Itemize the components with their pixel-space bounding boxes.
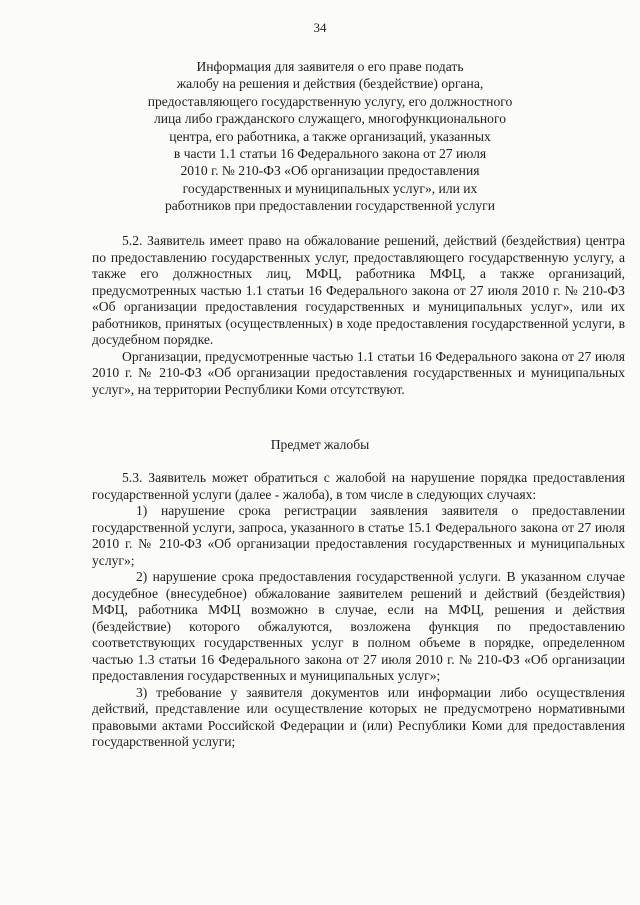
list-item-3: 3) требование у заявителя документов или информации либо осуществления действий, представление или осуществление которых не предусмотрено нормативными правовыми актами Российской Федерации и (или) Республики Коми для предоставления государственной услуги; bbox=[92, 684, 625, 749]
page-number: 34 bbox=[313, 20, 327, 35]
section-5-2 bbox=[92, 233, 625, 398]
heading-complaint-subject: Предмет жалобы bbox=[270, 437, 370, 452]
document-title bbox=[120, 58, 540, 215]
title-line: в части 1.1 статьи 16 Федерального закона от 27 июля bbox=[173, 146, 487, 162]
title-line: работников при предоставлении государственной услуги bbox=[164, 198, 496, 214]
list-item-2: 2) нарушение срока предоставления государственной услуги. В указанном случае досудебное (внесудебное) обжалование заявителем решений и действий (бездействия) МФЦ, работника МФЦ возможно в случае, если на МФЦ, решения и действия (бездействие) которого обжалуются, возложена функция по предоставлению соответствующих государственных услуг в полном объеме в порядке, определенном частью 1.3 статьи 16 Федерального закона от 27 июля 2010 г. № 210-ФЗ «Об организации предоставления государственных и муниципальных услуг»; bbox=[92, 569, 625, 683]
paragraph-5-3: 5.3. Заявитель может обратиться с жалобой на нарушение порядка предоставления государственной услуги (далее - жалоба), в том числе в следующих случаях: bbox=[92, 470, 625, 502]
title-line: Информация для заявителя о его праве подать bbox=[196, 59, 464, 74]
title-line: 2010 г. № 210-ФЗ «Об организации предоставления bbox=[180, 163, 480, 179]
paragraph-5-2: 5.2. Заявитель имеет право на обжалование решений, действий (бездействия) центра по предоставлению государственных услуг, предоставляющего государственную услугу, а также его должностных лиц, МФЦ, работника МФЦ, а также организаций, предусмотренных частью 1.1 статьи 16 Федерального закона от 27 июля 2010 г. № 210-ФЗ «Об организации предоставления государственных и муниципальных услуг», или их работников, принятых (осуществленных) в ходе предоставления государственной услуги, в досудебном порядке. bbox=[92, 233, 625, 347]
section-5-3 bbox=[92, 470, 625, 751]
paragraph-organizations: Организации, предусмотренные частью 1.1 статьи 16 Федерального закона от 27 июля 2010 г. № 210-ФЗ «Об организации предоставления государственных и муниципальных услуг», на территории Республики Коми отсутствуют. bbox=[92, 348, 625, 397]
title-line: государственных и муниципальных услуг», или их bbox=[182, 180, 478, 196]
title-line: лица либо гражданского служащего, многофункционального bbox=[153, 111, 507, 127]
title-line: жалобу на решения и действия (бездействие) органа, bbox=[176, 76, 484, 92]
title-line: предоставляющего государственную услугу, его должностного bbox=[147, 93, 513, 109]
list-item-1: 1) нарушение срока регистрации заявления заявителя о предоставлении государственной услуги, запроса, указанного в статье 15.1 Федерального закона от 27 июля 2010 г. № 210-ФЗ «Об организации предоставления государственных и муниципальных услуг»; bbox=[92, 503, 625, 568]
title-line: центра, его работника, а также организаций, указанных bbox=[169, 128, 491, 144]
